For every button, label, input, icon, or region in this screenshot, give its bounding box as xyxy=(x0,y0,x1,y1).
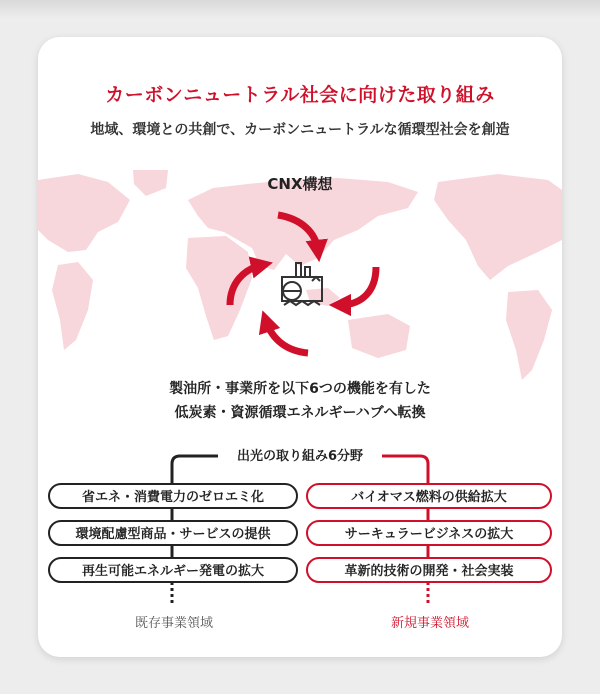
page-subtitle: 地域、環境との共創で、カーボンニュートラルな循環型社会を創造 xyxy=(90,122,510,138)
existing-area-item: 再生可能エネルギー発電の拡大 xyxy=(48,557,298,583)
description-line: 低炭素・資源循環エネルギーハブへ転換 xyxy=(174,405,426,421)
new-business-label: 新規事業領域 xyxy=(390,616,469,631)
new-area-item: バイオマス燃料の供給拡大 xyxy=(306,483,552,509)
new-area-item: サーキュラービジネスの拡大 xyxy=(306,520,552,546)
existing-business-label: 既存事業領域 xyxy=(134,616,213,631)
description-line: 製油所・事業所を以下6つの機能を有した xyxy=(169,381,431,397)
page-title: カーボンニュートラル社会に向けた取り組み xyxy=(105,84,495,106)
cnx-concept-label: CNX構想 xyxy=(267,175,333,193)
existing-area-item: 環境配慮型商品・サービスの提供 xyxy=(48,520,298,546)
existing-area-item: 省エネ・消費電力のゼロエミ化 xyxy=(48,483,298,509)
areas-header: 出光の取り組み6分野 xyxy=(218,444,382,470)
new-area-item: 革新的技術の開発・社会実装 xyxy=(306,557,552,583)
